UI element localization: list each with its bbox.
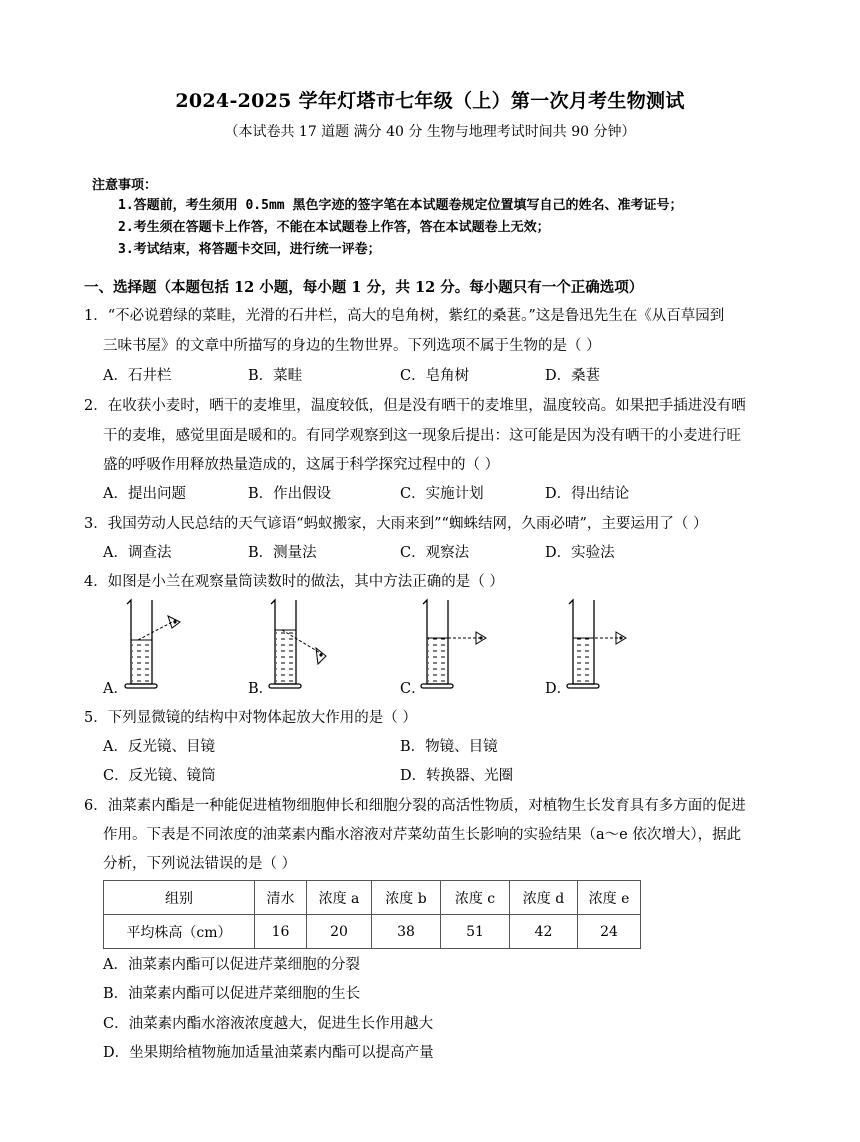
question-5-option-b: B．物镜、目镜 <box>400 739 498 755</box>
question-4-option-a: A． <box>103 681 128 697</box>
results-table <box>103 880 641 949</box>
notice-item: 2.考生须在答题卡上作答，不能在本试题卷上作答，答在本试题卷上无效； <box>118 220 550 235</box>
question-1-option-a: A．石井栏 <box>103 368 172 384</box>
question-6-text: 分析，下列说法错误的是（ ） <box>103 856 297 872</box>
question-5-text: 5．下列显微镜的结构中对物体起放大作用的是（ ） <box>84 710 417 726</box>
question-2-option-c: C．实施计划 <box>400 486 484 502</box>
table-cell: 51 <box>441 915 510 949</box>
question-1-option-b: B．菜畦 <box>248 368 303 384</box>
question-2-option-b: B．作出假设 <box>248 486 332 502</box>
question-3-option-c: C．观察法 <box>400 545 470 561</box>
table-header-cell: 清水 <box>255 881 307 915</box>
table-cell: 42 <box>510 915 578 949</box>
question-3-option-b: B．测量法 <box>248 545 317 561</box>
question-1-text: 三味书屋》的文章中所描写的身边的生物世界。下列选项不属于生物的是（ ） <box>103 338 601 354</box>
question-6-option-b: B．油菜素内酯可以促进芹菜细胞的生长 <box>103 986 361 1002</box>
notice-heading: 注意事项： <box>92 178 158 193</box>
table-cell: 16 <box>255 915 307 949</box>
table-header-cell: 浓度 e <box>578 881 641 915</box>
question-4-option-b: B． <box>248 681 274 697</box>
exam-subtitle: （本试卷共 17 道题 满分 40 分 生物与地理考试时间共 90 分钟） <box>224 124 636 140</box>
question-4-option-c: C． <box>400 681 426 697</box>
question-2-option-d: D．得出结论 <box>545 486 630 502</box>
question-4-text: 4．如图是小兰在观察量筒读数时的做法，其中方法正确的是（ ） <box>84 574 504 590</box>
question-6-text: 作用。下表是不同浓度的油菜素内酯水溶液对芹菜幼苗生长影响的实验结果（a～e 依次增大），据此 <box>103 827 742 843</box>
table-header-cell: 浓度 c <box>441 881 510 915</box>
notice-item: 3.考试结束，将答题卡交回，进行统一评卷； <box>118 242 381 257</box>
exam-title: 2024-2025 学年灯塔市七年级（上）第一次月考生物测试 <box>175 90 685 112</box>
question-2-text: 盛的呼吸作用释放热量造成的，这属于科学探究过程中的（ ） <box>103 457 500 473</box>
cylinder-d <box>567 600 626 688</box>
question-5-option-a: A．反光镜、目镜 <box>103 739 215 755</box>
question-5-option-d: D．转换器、光圈 <box>400 768 514 784</box>
table-row <box>104 915 641 949</box>
question-1-text: 1．“不必说碧绿的菜畦，光滑的石井栏，高大的皂角树，紫红的桑葚。”这是鲁迅先生在《从百草园到 <box>84 308 725 324</box>
table-header-cell: 浓度 d <box>510 881 578 915</box>
question-6-option-d: D．坐果期给植物施加适量油菜素内酯可以提高产量 <box>103 1045 434 1061</box>
table-cell: 20 <box>307 915 372 949</box>
question-3-option-a: A．调查法 <box>103 545 172 561</box>
question-2-option-a: A．提出问题 <box>103 486 186 502</box>
notice-item: 1.答题前，考生须用 0.5mm 黑色字迹的签字笔在本试题卷规定位置填写自己的姓名、准考证号； <box>118 198 683 213</box>
question-2-text: 2．在收获小麦时，晒干的麦堆里，温度较低，但是没有晒干的麦堆里，温度较高。如果把手插进没有晒 <box>84 398 746 414</box>
question-6-option-a: A．油菜素内酯可以促进芹菜细胞的分裂 <box>103 957 360 973</box>
table-header-cell: 浓度 b <box>372 881 441 915</box>
table-header-row <box>104 881 641 915</box>
question-6-option-c: C．油菜素内酯水溶液浓度越大，促进生长作用越大 <box>103 1016 434 1032</box>
question-2-text: 干的麦堆，感觉里面是暖和的。有同学观察到这一现象后提出：这可能是因为没有晒干的小麦进行旺 <box>103 428 741 444</box>
cylinder-a <box>125 600 180 688</box>
question-6-text: 6．油菜素内酯是一种能促进植物细胞伸长和细胞分裂的高活性物质，对植物生长发育具有多方面的促进 <box>84 798 746 814</box>
table-header-cell: 浓度 a <box>307 881 372 915</box>
section-heading: 一、选择题（本题包括 12 小题，每小题 1 分，共 12 分。每小题只有一个正确选项） <box>84 279 644 296</box>
table-cell: 24 <box>578 915 641 949</box>
table-cell: 平均株高（cm） <box>104 915 255 949</box>
question-1-option-c: C．皂角树 <box>400 368 470 384</box>
table-cell: 38 <box>372 915 441 949</box>
question-4-option-d: D． <box>545 681 572 697</box>
question-5-option-c: C．反光镜、镜筒 <box>103 768 216 784</box>
cylinder-b <box>269 600 326 688</box>
question-1-option-d: D．桑葚 <box>545 368 601 384</box>
table-header-cell: 组别 <box>104 881 255 915</box>
cylinder-c <box>421 600 486 688</box>
question-3-text: 3．我国劳动人民总结的天气谚语“蚂蚁搬家，大雨来到”“蜘蛛结网，久雨必晴”，主要运用了（ ） <box>84 516 708 532</box>
question-3-option-d: D．实验法 <box>545 545 615 561</box>
